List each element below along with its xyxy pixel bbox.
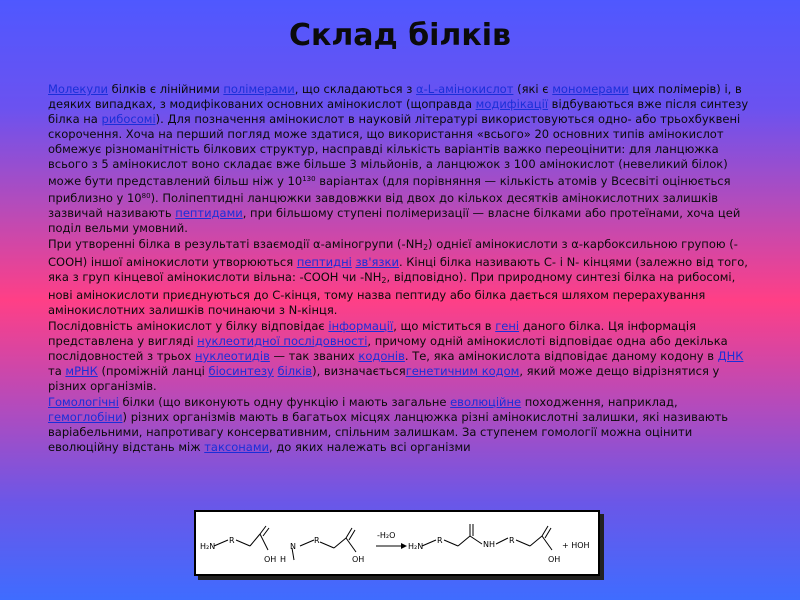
text-run: , що міститься в: [393, 319, 496, 333]
reaction-svg: [196, 512, 598, 574]
link-5[interactable]: нуклеотидної послідовності: [197, 334, 368, 348]
text-run: , що складаються з: [294, 82, 417, 96]
text-run: ). Поліпептидні ланцюжки завдовжки від двох до кількох десятків амінокислотних залишків зазвичай називають: [48, 191, 719, 220]
link-2[interactable]: еволюційне: [450, 395, 522, 409]
link-6[interactable]: мономерами: [552, 82, 629, 96]
link-9[interactable]: кодонів: [358, 349, 405, 363]
slide-body: [48, 82, 760, 456]
nitrogen-label: N: [290, 542, 296, 551]
r-group-3-label: R: [437, 536, 443, 545]
water-product-label: + HOH: [562, 541, 590, 550]
reactant-amine-label: H₂N: [200, 542, 216, 551]
link-2[interactable]: полімерами: [223, 82, 295, 96]
link-0[interactable]: Молекули: [48, 82, 108, 96]
link-6[interactable]: таксонами: [204, 440, 270, 454]
text-run: При утворенні білка в результаті взаємодії α-аміногрупи (-NH: [48, 237, 423, 251]
text-run: , причому одній амінокислоті відповідає одна або декілька послідовностей з трьох: [48, 334, 728, 363]
text-run: — так званих: [269, 349, 359, 363]
text-run: , відповідно). При природному синтезі білка на рибосомі, нові амінокислоти приєднуються до С-кінця, тому назва пептиду або білка дається шляхом перерахування амінокислотних залишків починаючи з N-кінця.: [48, 270, 736, 317]
text-run: , до яких належать всі організми: [269, 440, 471, 454]
r-group-2-label: R: [314, 536, 320, 545]
text-run: варіантах (для порівняння — кількість атомів у Всесвіті оцінюється приблизно у 10: [48, 174, 731, 205]
text-run: даного білка. Ця інформація представлена у вигляді: [48, 319, 696, 348]
paragraph-genetic-code: [48, 319, 760, 394]
peptide-bond-reaction-diagram: [194, 510, 600, 576]
text-run: ) різних організмів мають в багатьох місцях ланцюжка різні амінокислотні залишки, які називають варіабельними, напротивагу консервативним, спільним залишкам. За ступенем гомології можна оцінити еволюційну відстань між: [48, 410, 729, 454]
slide-title: Склад білків: [288, 18, 512, 53]
link-16[interactable]: пептидами: [175, 206, 243, 220]
text-run: Послідовність амінокислот у білку відповідає: [48, 319, 329, 333]
text-run: (проміжній ланці: [97, 364, 209, 378]
link-1[interactable]: інформації: [328, 319, 394, 333]
link-0[interactable]: Гомологічні: [48, 395, 119, 409]
text-run: , який може дещо відрізнятися у різних організмів.: [48, 364, 720, 393]
text-run: відбуваються вже після синтезу білка на: [48, 97, 749, 126]
link-15[interactable]: біосинтезу: [208, 364, 274, 378]
link-11[interactable]: ДНК: [717, 349, 744, 363]
link-5[interactable]: зв'язки: [355, 255, 399, 269]
subscript: 2: [422, 243, 429, 252]
r-group-1-label: R: [229, 536, 235, 545]
text-run: та: [48, 364, 66, 378]
subscript: 2: [381, 276, 387, 285]
link-17[interactable]: білків: [277, 364, 313, 378]
link-3[interactable]: гені: [495, 319, 520, 333]
product-amine-label: H₂N: [408, 542, 424, 551]
text-run: ), визначається: [312, 364, 406, 378]
link-8[interactable]: модифікації: [475, 97, 549, 111]
link-4[interactable]: α-L-амінокислот: [416, 82, 514, 96]
text-run: ) однієї амінокислоти з α-карбоксильною групою (-СООН) іншої амінокислоти утворюються: [48, 237, 738, 269]
text-run: , при більшому ступені полімеризації — власне білками або протеїнами, хоча цей поділ вельми умовний.: [48, 206, 741, 235]
hydroxyl-2-label: OH: [352, 555, 365, 564]
link-7[interactable]: нуклеотидів: [195, 349, 270, 363]
link-10[interactable]: рибосомі: [101, 112, 156, 126]
text-run: цих полімерів) і, в деяких випадках, з модифікованих основних амінокислот (щоправда: [48, 82, 742, 111]
superscript: 130: [302, 175, 316, 183]
hydrogen-label: H: [280, 555, 287, 564]
text-run: білки (що виконують одну функцію і мають загальне: [118, 395, 451, 409]
superscript: 80: [141, 192, 151, 200]
link-3[interactable]: пептидні: [296, 255, 352, 269]
text-run: . Те, яка амінокислота відповідає даному кодону в: [404, 349, 718, 363]
link-19[interactable]: генетичним кодом: [405, 364, 520, 378]
text-run: білків є лінійними: [107, 82, 224, 96]
amide-nh-label: NH: [483, 540, 495, 549]
water-loss-label: -H₂O: [377, 531, 396, 540]
paragraph-homology: [48, 395, 760, 455]
hydroxyl-1-label: OH: [264, 555, 277, 564]
text-run: . Кінці білка називають С- і N- кінцями (залежно від того, яка з груп кінцевої амінокислоти вільна: -СООН чи -NH: [48, 255, 748, 284]
link-13[interactable]: мРНК: [65, 364, 98, 378]
hydroxyl-3-label: OH: [548, 555, 561, 564]
r-group-4-label: R: [509, 536, 515, 545]
text-run: ). Для позначення амінокислот в науковій літературі використовуються одно- або трьохбуквені скорочення. Хоча на перший погляд може здатися, що використання «всього» 20 основних типів амінокислот обмежує різноманітність білкових структур, насправді кількість варіантів важко переоцінити: для ланцюжка всього з 5 амінокислот воно складає вже більше 3 мільйонів, а ланцюжок з 100 амінокислот (невеликий білок) може бути представлений більш ніж у 10: [48, 112, 741, 188]
paragraph-peptide-bonds: [48, 237, 760, 318]
text-run: походження, наприклад,: [521, 395, 678, 409]
text-run: (які є: [513, 82, 553, 96]
link-4[interactable]: гемоглобіни: [48, 410, 123, 424]
paragraph-composition: [48, 82, 760, 236]
